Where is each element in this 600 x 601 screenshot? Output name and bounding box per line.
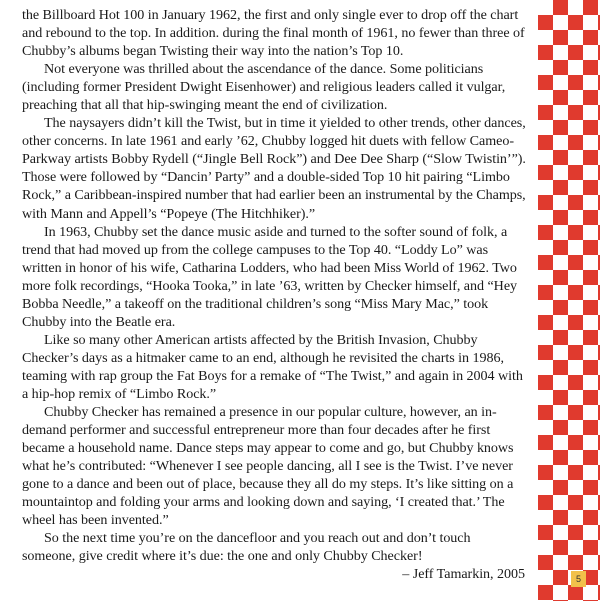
paragraph-folk: In 1963, Chubby set the dance music aside and turned to the softer sound of folk, a trend that had moved up from the college campuses to the Top 40. “Loddy Lo” was written in honor of his wife, Catharina Lodders, who had been Miss World of 1962. Two more folk recordings, “Hooka Tooka,” in late ’63, written by Checker himself, and “Hey Bobba Needle,” a takeoff on the traditional children’s song “Miss Mary Mac,” took Chubby into the Beatle era. — [22, 223, 518, 330]
article-body — [22, 6, 527, 584]
paragraph-opposition: Not everyone was thrilled about the ascendance of the dance. Some politicians (including former President Dwight Eisenhower) and religious leaders called it vulgar, preaching that all that hip-swinging meant the end of civilization. — [22, 61, 506, 114]
paragraph-continuation: the Billboard Hot 100 in January 1962, the first and only single ever to drop off the chart and rebound to the top. In addition. during the final month of 1961, no fewer than three of Chubby’s albums began Twisting their way into the nation’s Top 10. — [22, 7, 525, 60]
page-number-badge: 5 — [571, 571, 586, 587]
author-signature: – Jeff Tamarkin, 2005 — [402, 566, 525, 583]
paragraph-legacy: Chubby Checker has remained a presence in our popular culture, however, an in-demand performer and successful entrepreneur more than four decades after he first became a household name. Dance steps may appear to come and go, but Chubby knows what he’s contributed: “Whenever I see people dancing, all I see is the Twist. I’ve never gone to a dance and been out of place, because they all do my steps. It’s like sitting on a mountaintop and folding your arms and looking down and saying, ‘I created that.’ The wheel has been invented.” — [22, 404, 514, 529]
paragraph-closing: So the next time you’re on the dancefloor and you reach out and don’t touch someone, give credit where it’s due: the one and only Chubby Checker! — [22, 530, 471, 565]
checkerboard-border — [538, 0, 600, 601]
paragraph-british-invasion: Like so many other American artists affected by the British Invasion, Chubby Checker’s days as a hitmaker came to an end, although he revisited the charts in 1986, teaming with rap group the Fat Boys for a remake of “The Twist,” and again in 2004 with a hip-hop remix of “Limbo Rock.” — [22, 331, 523, 402]
paragraph-trends: The naysayers didn’t kill the Twist, but in time it yielded to other trends, other dances, other concerns. In late 1961 and early ’62, Chubby logged hit duets with fellow Cameo-Parkway artists Bobby Rydell (“Jingle Bell Rock”) and Dee Dee Sharp (“Slow Twistin’”). Those were followed by “Dancin’ Party” and a double-sided Top 10 hit pairing “Limbo Rock,” a Caribbean-inspired number that had earlier been an instrumental by the Champs, with Mann and Appell’s “Popeye (The Hitchhiker).” — [22, 115, 526, 222]
